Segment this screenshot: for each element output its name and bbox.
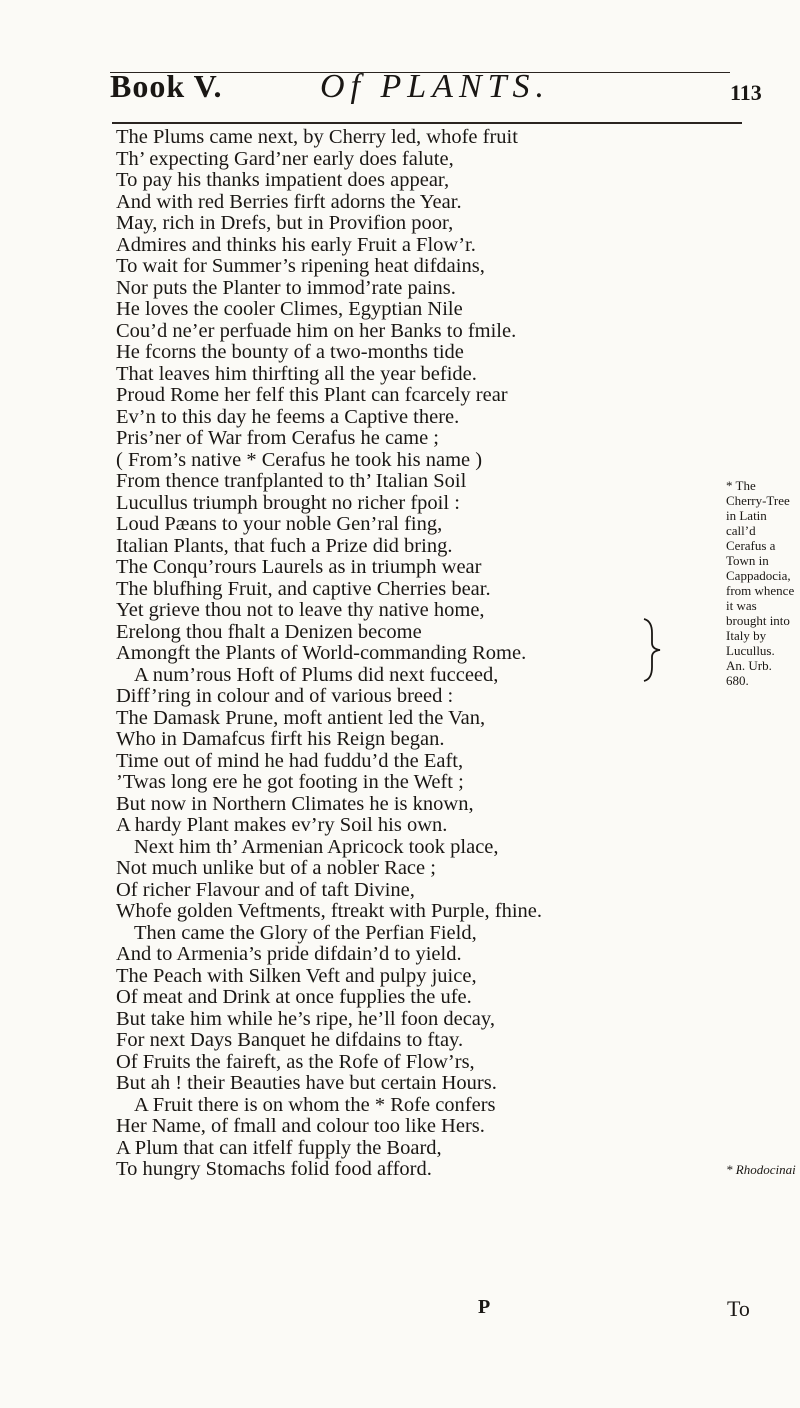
running-header <box>110 60 762 120</box>
poem-line: Proud Rome her felf this Plant can fcarcely rear <box>116 384 508 406</box>
poem-line: Time out of mind he had fuddu’d the Eaft, <box>116 749 464 772</box>
poem-line: A Plum that can itfelf fupply the Board, <box>116 1136 442 1159</box>
poem-line: But now in Northern Climates he is known, <box>116 792 474 815</box>
poem-line: Of Fruits the faireft, as the Rofe of Flow’rs, <box>116 1050 475 1073</box>
poem-line: But ah ! their Beauties have but certain Hours. <box>116 1072 497 1094</box>
poem-line: Next him th’ Armenian Apricock took place, <box>134 835 499 858</box>
poem-line: ’Twas long ere he got footing in the Weft ; <box>116 771 464 793</box>
poem-line: And with red Berries firft adorns the Year. <box>116 190 462 213</box>
poem-line: Whofe golden Veftments, ftreakt with Purple, fhine. <box>116 900 543 922</box>
poem-line: Cou’d ne’er perfuade him on her Banks to fmile. <box>116 319 517 342</box>
poem-line: Loud Pæans to your noble Gen’ral fing, <box>116 513 443 535</box>
poem-line: Nor puts the Planter to immod’rate pains. <box>116 276 456 299</box>
poem-line: Then came the Glory of the Perfian Field, <box>134 921 477 944</box>
poem-line: The Plums came next, by Cherry led, whofe fruit <box>116 126 518 148</box>
poem-line: Ev’n to this day he feems a Captive there. <box>116 405 460 428</box>
poem-line: That leaves him thirfting all the year befide. <box>116 362 477 385</box>
poem-line: Who in Damafcus firft his Reign began. <box>116 728 445 750</box>
poem-line: Lucullus triumph brought no richer fpoil : <box>116 491 460 514</box>
poem-line: Not much unlike but of a nobler Race ; <box>116 857 436 879</box>
triplet-brace <box>640 617 662 683</box>
poem-line: For next Days Banquet he difdains to ftay. <box>116 1029 464 1051</box>
poem-line: To pay his thanks impatient does appear, <box>116 169 450 191</box>
poem-line: Admires and thinks his early Fruit a Flow’r. <box>116 233 476 256</box>
poem-line: May, rich in Drefs, but in Provifion poor, <box>116 212 454 234</box>
poem-line: The Peach with Silken Veft and pulpy juice, <box>116 964 477 987</box>
poem-line: Erelong thou fhalt a Denizen become <box>116 620 422 643</box>
poem-line: A Fruit there is on whom the * Rofe confers <box>134 1093 496 1116</box>
poem-line: Italian Plants, that fuch a Prize did bring. <box>116 534 453 557</box>
poem-line: The Conqu’rours Laurels as in triumph wear <box>116 556 482 578</box>
poem-line: But take him while he’s ripe, he’ll foon decay, <box>116 1007 495 1030</box>
poem-line: Her Name, of fmall and colour too like Hers. <box>116 1115 485 1137</box>
poem-line: Amongft the Plants of World-commanding Rome. <box>116 642 527 664</box>
poem-line: A num’rous Hoft of Plums did next fucceed, <box>134 663 499 686</box>
poem-line: Th’ expecting Gard’ner early does falute, <box>116 147 454 170</box>
margin-note-rhodocinai: * Rhodocinai <box>726 1162 796 1177</box>
poem-line: Yet grieve thou not to leave thy native home, <box>116 599 485 621</box>
poem-line: To wait for Summer’s ripening heat difdains, <box>116 255 485 277</box>
poem-line: A hardy Plant makes ev’ry Soil his own. <box>116 814 448 836</box>
margin-note-cherry: * The Cherry-Tree in Latin call’d Cerafus a Town in Cappadocia, from whence it was brought into Italy by Lucullus. An. Urb. 680. <box>726 478 795 688</box>
signature-mark: P <box>478 1296 491 1318</box>
poem-line: Of meat and Drink at once fupplies the ufe. <box>116 986 472 1008</box>
poem-line: The Damask Prune, moft antient led the Van, <box>116 706 486 729</box>
poem-line: ( From’s native * Cerafus he took his name ) <box>116 448 483 471</box>
poem-line: Diff’ring in colour and of various breed : <box>116 685 454 707</box>
poem-line: And to Armenia’s pride difdain’d to yield. <box>116 943 462 965</box>
poem-line: He loves the cooler Climes, Egyptian Nile <box>116 298 463 320</box>
poem-line: From thence tranfplanted to th’ Italian Soil <box>116 470 467 492</box>
poem-line: He fcorns the bounty of a two-months tide <box>116 341 464 363</box>
poem-line: Of richer Flavour and of taft Divine, <box>116 878 415 901</box>
poem-line: Pris’ner of War from Cerafus he came ; <box>116 427 440 449</box>
page-number: 113 <box>730 80 762 105</box>
header-rule <box>112 122 742 124</box>
poem-line: To hungry Stomachs folid food afford. <box>116 1158 432 1180</box>
book-label: Book V. <box>110 68 223 104</box>
catchword: To <box>727 1296 750 1321</box>
page-title: Of PLANTS. <box>320 68 551 105</box>
poem-line: The blufhing Fruit, and captive Cherries bear. <box>116 577 491 600</box>
